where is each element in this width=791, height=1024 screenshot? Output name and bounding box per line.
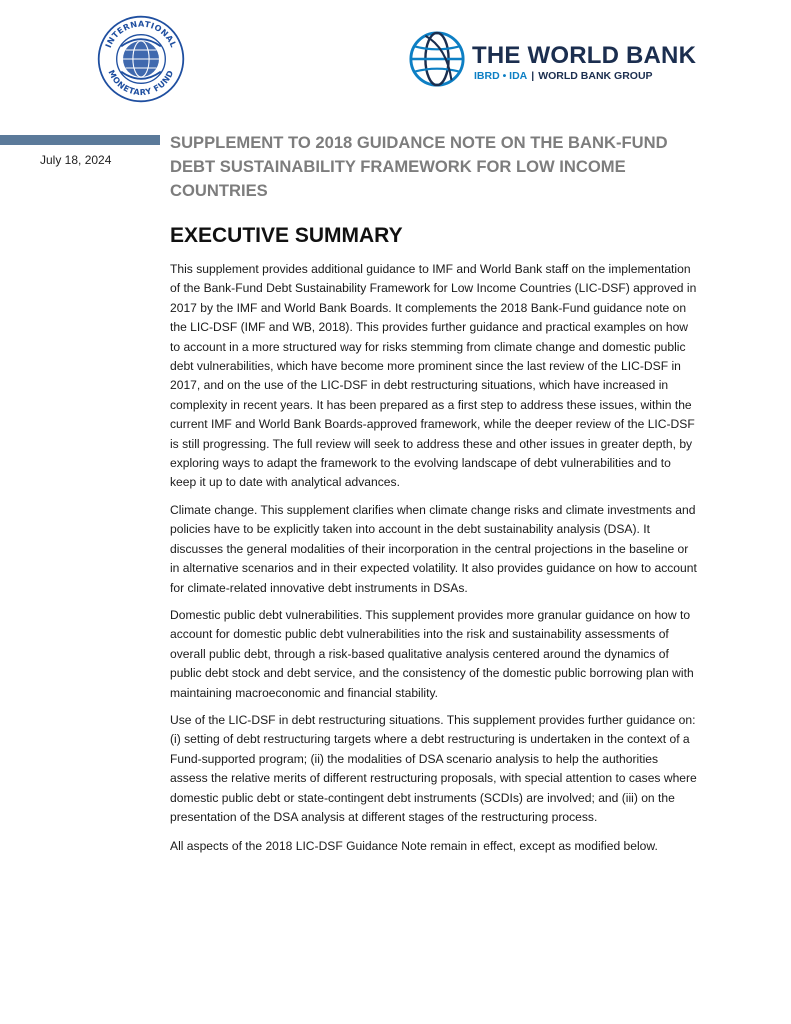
- closing-note: All aspects of the 2018 LIC-DSF Guidance Note remain in effect, except as modified below.: [170, 839, 658, 854]
- logo-separator: |: [531, 70, 535, 82]
- accent-bar: [0, 135, 160, 145]
- paragraph-intro: This supplement provides additional guidance to IMF and World Bank staff on the implementation of the Bank-Fund Debt Sustainability Framework for Low Income Countries (LIC-DSF) approved in 2017 by the IMF and World Bank Boards. It complements the 2018 Bank-Fund guidance note on the LIC-DSF (IMF and WB, 2018). This provides further guidance and practical examples on how to account in a more structured way for risks stemming from climate change and domestic public debt vulnerabilities, which have become more prominent since the last review of the LIC-DSF in 2017, and on the use of the LIC-DSF in debt restructuring situations, which have increased in complexity in recent years. It has been prepared as a first step to address these issues, within the current IMF and World Bank Boards-approved framework, while the deeper review of the LIC-DSF is still progressing. The full review will seek to address these and other issues in greater depth, by exploring ways to adapt the framework to the evolving landscape of debt vulnerabilities and to keep it up to date with analytical advances.: [170, 262, 697, 490]
- document-body: [170, 260, 698, 865]
- world-bank-globe-icon: [408, 30, 466, 88]
- ibrd-ida-label: IBRD • IDA: [474, 70, 528, 82]
- section-heading: EXECUTIVE SUMMARY: [170, 224, 403, 247]
- document-date: July 18, 2024: [40, 153, 112, 167]
- svg-text:MONETARY FUND: MONETARY FUND: [106, 68, 176, 98]
- world-bank-logo: [408, 30, 708, 92]
- world-bank-group-label: WORLD BANK GROUP: [538, 70, 653, 82]
- document-title: SUPPLEMENT TO 2018 GUIDANCE NOTE ON THE BANK-FUND DEBT SUSTAINABILITY FRAMEWORK FOR LOW INCOME COUNTRIES: [170, 133, 668, 200]
- paragraph-debt-restructuring: Use of the LIC-DSF in debt restructuring situations. This supplement provides further guidance on: (i) setting of debt restructuring targets where a debt restructuring is undertaken in the context of a Fund-supported program; (ii) the modalities of DSA scenario analysis to help the authorities assess the relative merits of different restructuring proposals, with special attention to cases where domestic public debt or state-contingent debt instruments (SCDIs) are involved; and (iii) on the presentation of the DSA analysis at different stages of the restructuring process.: [170, 712, 697, 824]
- world-bank-title: THE WORLD BANK: [472, 42, 697, 69]
- world-bank-subtitle: [474, 70, 653, 82]
- paragraph-domestic-debt: Domestic public debt vulnerabilities. This supplement provides more granular guidance on how to account for domestic public debt vulnerabilities into the risk and sustainability assessments of overall public debt, through a risk-based qualitative analysis centered around the dynamics of public debt stock and debt service, and the consistency of the domestic public borrowing plan with maintaining macroeconomic and financial stability.: [170, 607, 694, 700]
- imf-seal-icon: [96, 14, 186, 104]
- paragraph-climate-change: Climate change. This supplement clarifies when climate change risks and climate investments and policies have to be explicitly taken into account in the debt sustainability analysis (DSA). It discusses the general modalities of their incorporation in the central projections in the baseline or in alternative scenarios and in their expected volatility. It also provides guidance on how to account for climate-related innovative debt instruments in DSAs.: [170, 502, 697, 595]
- svg-text:INTERNATIONAL: INTERNATIONAL: [102, 18, 180, 50]
